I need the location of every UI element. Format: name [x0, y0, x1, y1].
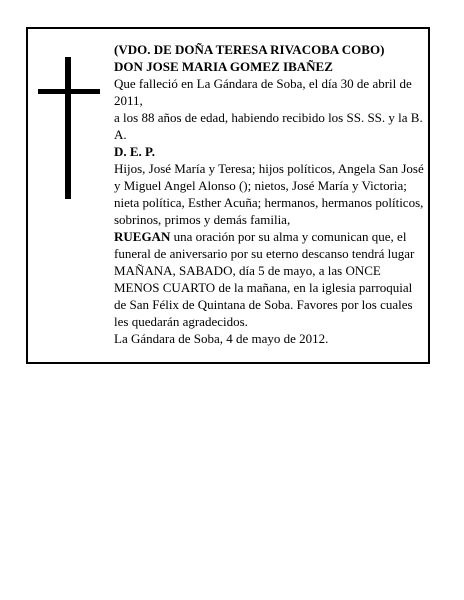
rip-line: D. E. P. [114, 144, 156, 159]
cross-icon [38, 57, 100, 199]
death-line: Que falleció en La Gándara de Soba, el día 30 de abril de 2011, [114, 76, 412, 108]
place-date-line: La Gándara de Soba, 4 de mayo de 2012. [114, 331, 329, 346]
deceased-name: DON JOSE MARIA GOMEZ IBAÑEZ [114, 59, 333, 74]
family-paragraph: Hijos, José María y Teresa; hijos políticos, Angela San José y Miguel Angel Alonso (); nietos, José María y Victoria; nieta política, Esther Acuña; hermanos, hermanos políticos, sobrinos, primos y demás familia, [114, 161, 424, 227]
cross-vertical-bar [65, 57, 71, 199]
ruegan-word: RUEGAN [114, 229, 171, 244]
widow-line: (VDO. DE DOÑA TERESA RIVACOBA COBO) [114, 42, 385, 57]
notice-text [114, 41, 424, 347]
obituary-notice [26, 27, 430, 364]
ruegan-text: una oración por su alma y comunican que, el funeral de aniversario por su eterno descanso tendrá lugar MAÑANA, SABADO, día 5 de mayo, a las ONCE MENOS CUARTO de la mañana, en la iglesia parroquial de San Félix de Quintana de Soba. Favores por los cuales les quedarán agradecidos. [114, 229, 415, 329]
age-line: a los 88 años de edad, habiendo recibido los SS. SS. y la B. A. [114, 110, 423, 142]
cross-horizontal-bar [38, 89, 100, 94]
ruegan-paragraph [114, 228, 424, 330]
